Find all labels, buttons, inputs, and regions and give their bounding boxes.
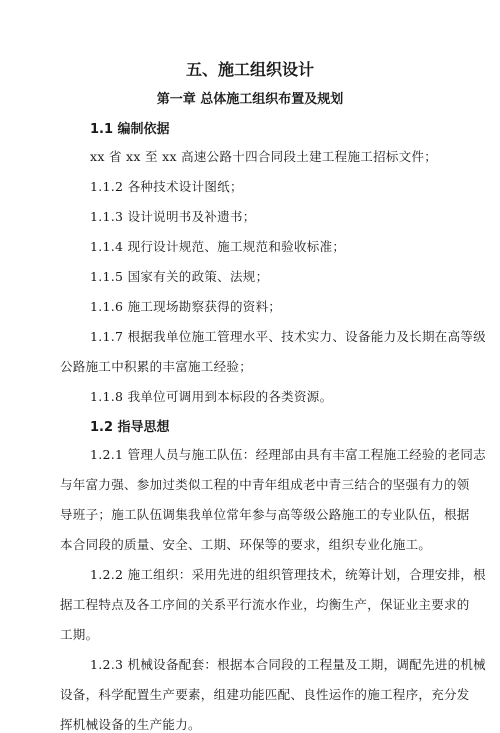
chapter-heading: 第一章 总体施工组织布置及规划 [156,92,344,107]
list-item: 1.1.5 国家有关的政策、法规； [90,269,269,284]
list-item: 1.1.6 施工现场勘察获得的资料； [90,299,282,314]
list-item: 1.1.4 现行设计规范、施工规范和验收标准； [90,239,346,254]
document-title: 五、施工组织设计 [185,60,314,79]
list-item: 1.1.2 各种技术设计图纸； [90,179,243,194]
list-item: xx 省 xx 至 xx 高速公路十四合同段土建工程施工招标文件； [90,149,438,164]
paragraph-1-2-3-line1: 1.2.3 机械设备配套：根据本合同段的工程量及工期，调配先进的机械 [90,657,486,672]
list-item: 1.1.3 设计说明书及补遗书； [90,209,256,224]
section-heading-1-2: 1.2 指导思想 [90,420,170,435]
paragraph-1-2-1-line2: 与年富力强、参加过类似工程的中青年组成老中青三结合的坚强有力的领 [60,477,470,492]
list-item-1-1-8: 1.1.8 我单位可调用到本标段的各类资源。 [90,389,333,404]
paragraph-1-2-2-line1: 1.2.2 施工组织：采用先进的组织管理技术，统筹计划，合理安排，根 [90,567,486,582]
paragraph-1-2-1-line3: 导班子；施工队伍调集我单位常年参与高等级公路施工的专业队伍，根据 [60,507,470,522]
paragraph-1-2-2-line3: 工期。 [60,627,99,642]
paragraph-1-2-3-line3: 挥机械设备的生产能力。 [60,717,201,732]
paragraph-1-2-1-line1: 1.2.1 管理人员与施工队伍：经理部由具有丰富工程施工经验的老同志 [90,447,486,462]
paragraph-1-2-3-line2: 设备，科学配置生产要素，组建功能匹配、良性运作的施工程序，充分发 [60,687,470,702]
list-item-1-1-7-line1: 1.1.7 根据我单位施工管理水平、技术实力、设备能力及长期在高等级 [90,329,486,344]
paragraph-1-2-1-line4: 本合同段的质量、安全、工期、环保等的要求，组织专业化施工。 [60,537,432,552]
section-heading-1-1: 1.1 编制依据 [90,122,170,137]
paragraph-1-2-2-line2: 据工程特点及各工序间的关系平行流水作业，均衡生产，保证业主要求的 [60,597,470,612]
list-item-1-1-7-line2: 公路施工中积累的丰富施工经验； [60,359,253,374]
